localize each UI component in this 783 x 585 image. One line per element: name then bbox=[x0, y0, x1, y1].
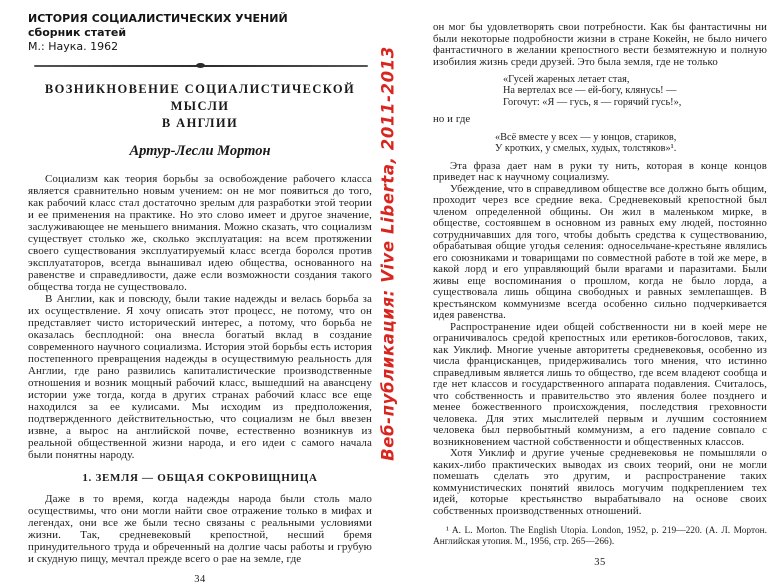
paragraph: Даже в то время, когда надежды народа были столь мало осуществимы, что они могли найти свое отражение только в мифах и легендах, они все же были тесно связаны с реальными условиями жизни. Так, средневековый крепостной, несший бремя принудительного труда и обреченный на долгие часы работы и грубую и скудную пищу, мечтал прежде всего о рае на земле, где bbox=[28, 493, 372, 565]
verse-quote-1 bbox=[503, 74, 767, 108]
verse-line: «Всё вместе у всех — у юнцов, стариков, bbox=[495, 131, 677, 143]
connector-text: но и где bbox=[433, 113, 471, 126]
book-imprint: М.: Наука. 1962 bbox=[28, 40, 119, 53]
verse-line: Гогочут: «Я — гусь, я — горячий гусь!», bbox=[503, 96, 682, 108]
paragraph: Эта фраза дает нам в руки ту нить, которая в конце концов приведет нас к научному социализму. bbox=[433, 159, 767, 184]
watermark-text: Веб-публикация: Vive Liberta, 2011-2013 bbox=[378, 46, 398, 461]
article-title-line2: В АНГЛИИ bbox=[161, 116, 239, 130]
verse-quote-2 bbox=[495, 132, 767, 155]
article-author: Артур-Лесли Мортон bbox=[129, 143, 271, 159]
page-number-left: 34 bbox=[194, 574, 206, 585]
footnote: ¹ A. L. Morton. The English Utopia. London, 1952, p. 219—220. (А. Л. Мортон. Английская утопия. М., 1956, стр. 265—266). bbox=[433, 526, 767, 548]
paragraph: Социализм как теория борьбы за освобождение рабочего класса является сравнительно новым учением: он не мог появиться до того, как рабочий класс стал достаточно зрелым для разработки этой теории и ее применения на практике. Но это слово имеет и другое значение, заслуживающее не меньшего внимания. Можно сказать, что социализм существует столько же, сколько эксплуатация: на всем протяжении своего существования эксплуатируемый класс всегда боролся против эксплуататоров, всегда вынашивал идею общества, основанного на равенстве и справедливости, даже если возможности создания такого общества тогда не существовало. bbox=[28, 173, 372, 293]
left-page bbox=[28, 12, 372, 585]
paragraph: В Англии, как и повсюду, были такие надежды и велась борьба за их осуществление. Я хочу описать этот процесс, не потому, что он представляет чисто исторический интерес, а потому, что борьба не оказалась бесплодной: она внесла богатый вклад в создание современного научного социализма. История этой борьбы есть история постепенного превращения надежды в осуществимую реальность для Англии, где рано развились капиталистические производственные отношения и возник мощный рабочий класс, вышедший на авансцену истории уже тогда, когда в других странах рабочий класс все еще находился за ее кулисами. Мы исходим из предположения, подтвержденного действительностью, что социализм не был ввезен извне, а вырос на английской почве, естественно возникнув из реальной общественной жизни народа, и его идеи с самого начала были понятны народу. bbox=[28, 293, 372, 461]
paragraph: Убеждение, что в справедливом обществе все должно быть общим, проходит через все средние века. Средневековый крепостной был членом определенной общины. Он жил в маленьком мирке, в обществе, состоявшем в основном из равных ему людей, постоянно сотрудничавших для того, чтобы добыть средства к существованию, обрабатывая общие угодья селения: односельчане-крестьяне являлись его союзниками и товарищами по совместной работе в той же мере, в какой лорд и его управляющий были врагами и паразитами. Были живы еще воспоминания о прошлом, когда не было лорда, а существовала лишь община свободных и равных землепашцев. В крестьянском коммунизме всегда особенно сильно подчеркивается идея равенства. bbox=[433, 182, 767, 322]
publisher-header bbox=[28, 12, 372, 54]
section-heading: 1. ЗЕМЛЯ — ОБЩАЯ СОКРОВИЩНИЦА bbox=[82, 472, 318, 484]
verse-line: «Гусей жареных летает стая, bbox=[503, 74, 630, 85]
paragraph: Хотя Уиклиф и другие ученые средневековья не помышляли о каких-либо практических выводах из своих теорий, они не могли помешать сделать это другим, и распространение таких коммунистических понятий явилось могучим подкреплением тех идей, которые крестьянство вырабатывало на основе своих собственных производственных отношений. bbox=[433, 447, 767, 517]
book-title: ИСТОРИЯ СОЦИАЛИСТИЧЕСКИХ УЧЕНИЙ bbox=[28, 12, 288, 25]
divider-rule bbox=[34, 64, 368, 67]
paragraph-continuation: он мог бы удовлетворять свои потребности. Как бы фантастичны ни были некоторые подробности жизни в стране Кокейн, не было ничего фантастичного в желании крепостного вести безмятежную и полную изобилия жизнь среди друзей. Это была земля, где не только bbox=[433, 21, 767, 68]
verse-line: У кротких, у смелых, худых, толстяков»¹. bbox=[495, 143, 677, 155]
article-title-line1: ВОЗНИКНОВЕНИЕ СОЦИАЛИСТИЧЕСКОЙ МЫСЛИ bbox=[44, 82, 356, 113]
divider-ornament bbox=[196, 63, 205, 68]
verse-line: На вертелах все — ей-богу, клянусь! — bbox=[503, 85, 677, 97]
right-page bbox=[433, 22, 767, 568]
page-number-right: 35 bbox=[594, 557, 606, 569]
paragraph: Распространение идеи общей собственности ни в коей мере не ограничивалось средой крепостных или еретиков-богословов, таких, как Уиклиф. Многие ученые авторитеты средневековья, особенно из числа францисканцев, придерживались того мнения, что истинно справедливым является лишь то общество, где всем владеют сообща и где нет классов и государственного аппарата подавления. Считалось, что собственность и правительство это явления более позднего и менее божественного происхождения, последствия греховности человека. Для этих мыслителей первым и лучшим состоянием человека был первобытный коммунизм, а его падение совпало с возникновением частной собственности и общественных классов. bbox=[433, 320, 767, 448]
book-subtitle: сборник статей bbox=[28, 26, 127, 39]
article-title bbox=[28, 81, 372, 132]
